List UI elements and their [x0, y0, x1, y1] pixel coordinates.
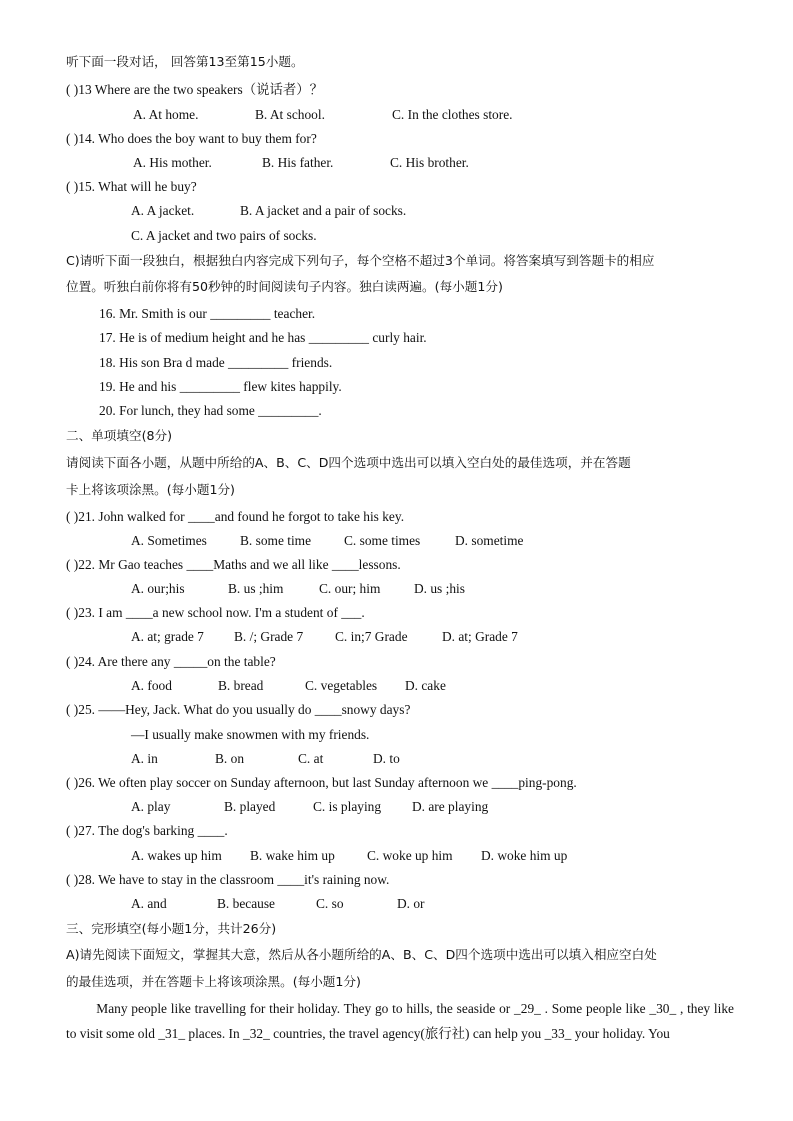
text-line: 18. His son Bra d made _________ friends. — [99, 355, 333, 370]
answer-option: B. wake him up — [250, 848, 335, 863]
text-line: 请阅读下面各小题，从题中所给的A、B、C、D四个选项中选出可以填入空白处的最佳选项，并在答题 — [66, 455, 631, 470]
answer-option: B. bread — [218, 678, 264, 693]
answer-option: B. /; Grade 7 — [234, 629, 304, 644]
answer-option: B. A jacket and a pair of socks. — [240, 203, 407, 218]
answer-option: A. wakes up him — [131, 848, 222, 863]
text-line: ( )21. John walked for ____and found he forgot to take his key. — [66, 509, 405, 524]
answer-option: B. At school. — [255, 107, 325, 122]
answer-option: C. woke up him — [367, 848, 453, 863]
answer-option: B. us ;him — [228, 581, 284, 596]
text-line: ( )23. I am ____a new school now. I'm a student of ___. — [66, 605, 365, 620]
answer-option: D. woke him up — [481, 848, 568, 863]
text-line: ( )26. We often play soccer on Sunday afternoon, but last Sunday afternoon we ____ping-pong. — [66, 775, 577, 790]
answer-option: D. cake — [405, 678, 446, 693]
answer-option: A. our;his — [131, 581, 185, 596]
answer-option: A. A jacket. — [131, 203, 195, 218]
answer-option: D. to — [373, 751, 400, 766]
answer-option: A. in — [131, 751, 158, 766]
answer-option: C. some times — [344, 533, 421, 548]
text-line: 20. For lunch, they had some _________. — [99, 403, 322, 418]
answer-option: B. His father. — [262, 155, 334, 170]
answer-option: D. sometime — [455, 533, 524, 548]
answer-option: A. at; grade 7 — [131, 629, 204, 644]
text-line: C. A jacket and two pairs of socks. — [131, 228, 317, 243]
text-line: 三、完形填空(每小题1分，共计26分) — [66, 921, 277, 936]
text-line: ( )14. Who does the boy want to buy them for? — [66, 131, 317, 146]
answer-option: A. Sometimes — [131, 533, 207, 548]
text-line: ( )27. The dog's barking ____. — [66, 823, 228, 838]
answer-option: B. some time — [240, 533, 312, 548]
answer-option: D. are playing — [412, 799, 489, 814]
text-line: 16. Mr. Smith is our _________ teacher. — [99, 306, 316, 321]
text-line: 19. He and his _________ flew kites happily. — [99, 379, 342, 394]
answer-option: C. at — [298, 751, 324, 766]
answer-option: A. and — [131, 896, 167, 911]
answer-option: C. In the clothes store. — [392, 107, 513, 122]
answer-option: B. played — [224, 799, 276, 814]
text-line: 17. He is of medium height and he has _________ curly hair. — [99, 330, 427, 345]
text-line: C)请听下面一段独白，根据独白内容完成下列句子，每个空格不超过3个单词。将答案填写到答题卡的相应 — [66, 253, 655, 268]
text-line: —I usually make snowmen with my friends. — [131, 727, 370, 742]
answer-option: A. At home. — [133, 107, 199, 122]
answer-option: D. us ;his — [414, 581, 465, 596]
answer-option: A. play — [131, 799, 171, 814]
text-line: ( )22. Mr Gao teaches ____Maths and we all like ____lessons. — [66, 557, 401, 572]
answer-option: B. on — [215, 751, 245, 766]
answer-option: C. in;7 Grade — [335, 629, 408, 644]
text-line: A)请先阅读下面短文，掌握其大意，然后从各小题所给的A、B、C、D四个选项中选出可以填入相应空白处 — [66, 947, 657, 962]
text-line: 位置。听独白前你将有50秒钟的时间阅读句子内容。独白读两遍。(每小题1分) — [66, 279, 503, 294]
text-line: 二、单项填空(8分) — [66, 428, 172, 443]
text-line: ( )15. What will he buy? — [66, 179, 197, 194]
answer-option: C. is playing — [313, 799, 382, 814]
text-line: ( )25. ——Hey, Jack. What do you usually do ____snowy days? — [66, 702, 411, 717]
answer-option: A. food — [131, 678, 172, 693]
answer-option: D. or — [397, 896, 425, 911]
answer-option: C. vegetables — [305, 678, 378, 693]
answer-option: C. so — [316, 896, 344, 911]
answer-option: D. at; Grade 7 — [442, 629, 518, 644]
text-line: 听下面一段对话， 回答第13至第15小题。 — [66, 54, 304, 69]
answer-option: C. our; him — [319, 581, 381, 596]
text-line: ( )24. Are there any _____on the table? — [66, 654, 276, 669]
cloze-passage: Many people like travelling for their holiday. They go to hills, the seaside or _29_ . Some people like _30_ , they like to visit some old _31_ places. In _32_ countries, the travel agency(旅行社) can help you _33_ your holiday. You — [66, 1001, 738, 1041]
answer-option: B. because — [217, 896, 276, 911]
text-line: 卡上将该项涂黑。(每小题1分) — [66, 482, 235, 497]
text-line: ( )28. We have to stay in the classroom ____it's raining now. — [66, 872, 390, 887]
answer-option: C. His brother. — [390, 155, 469, 170]
text-line: 的最佳选项，并在答题卡上将该项涂黑。(每小题1分) — [66, 974, 361, 989]
answer-option: A. His mother. — [133, 155, 212, 170]
text-line: ( )13 Where are the two speakers（说话者）？ — [66, 82, 324, 97]
